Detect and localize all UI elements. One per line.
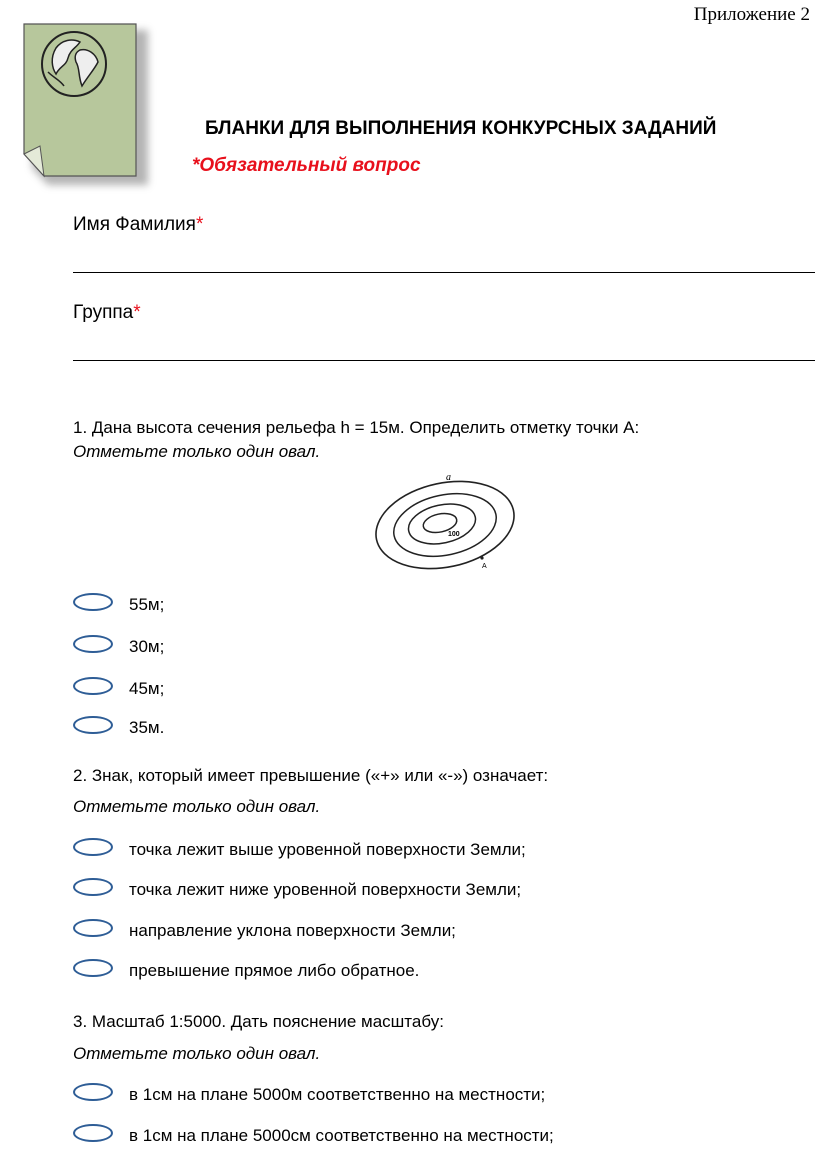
- contour-label-top: а: [446, 472, 451, 483]
- appendix-label: Приложение 2: [693, 4, 810, 25]
- option-label: 35м.: [129, 718, 165, 737]
- question-1-hint: Отметьте только один овал.: [73, 442, 321, 461]
- name-input-line[interactable]: [73, 272, 815, 273]
- required-note: *Обязательный вопрос: [192, 155, 421, 176]
- radio-oval-icon[interactable]: [73, 593, 113, 611]
- option-label: 45м;: [129, 679, 165, 698]
- radio-oval-icon[interactable]: [73, 677, 113, 695]
- question-3-text: 3. Масштаб 1:5000. Дать пояснение масштабу:: [73, 1012, 444, 1031]
- option-label: 30м;: [129, 637, 165, 656]
- q2-option[interactable]: [73, 958, 419, 984]
- radio-oval-icon[interactable]: [73, 838, 113, 856]
- option-label: в 1см на плане 5000м соответственно на местности;: [129, 1085, 546, 1104]
- q3-option[interactable]: [73, 1123, 554, 1149]
- page-title: БЛАНКИ ДЛЯ ВЫПОЛНЕНИЯ КОНКУРСНЫХ ЗАДАНИЙ: [205, 118, 717, 139]
- field-label-name: [73, 214, 203, 236]
- q1-option[interactable]: [73, 715, 164, 741]
- radio-oval-icon[interactable]: [73, 716, 113, 734]
- question-2-hint: Отметьте только один овал.: [73, 797, 321, 816]
- option-label: точка лежит выше уровенной поверхности Земли;: [129, 840, 526, 859]
- q1-option[interactable]: [73, 634, 164, 660]
- radio-oval-icon[interactable]: [73, 635, 113, 653]
- option-label: в 1см на плане 5000см соответственно на местности;: [129, 1126, 554, 1145]
- contour-label-center: 100: [448, 531, 460, 538]
- q2-option[interactable]: [73, 918, 456, 944]
- q3-option[interactable]: [73, 1082, 545, 1108]
- required-star: *: [133, 302, 141, 323]
- question-3-hint: Отметьте только один овал.: [73, 1044, 321, 1063]
- radio-oval-icon[interactable]: [73, 1083, 113, 1101]
- radio-oval-icon[interactable]: [73, 959, 113, 977]
- field-label-group-text: Группа: [73, 302, 134, 323]
- option-label: направление уклона поверхности Земли;: [129, 921, 456, 940]
- radio-oval-icon[interactable]: [73, 1124, 113, 1142]
- question-2-text: 2. Знак, который имеет превышение («+» или «-») означает:: [73, 766, 549, 785]
- field-label-name-text: Имя Фамилия: [73, 214, 196, 235]
- option-label: 55м;: [129, 595, 165, 614]
- required-star: *: [195, 214, 204, 235]
- question-1-text: 1. Дана высота сечения рельефа h = 15м. Определить отметку точки А:: [73, 418, 640, 437]
- radio-oval-icon[interactable]: [73, 919, 113, 937]
- q2-option[interactable]: [73, 837, 526, 863]
- contour-map-figure: [370, 470, 520, 575]
- q2-option[interactable]: [73, 877, 521, 903]
- q1-option[interactable]: [73, 676, 164, 702]
- group-input-line[interactable]: [73, 360, 815, 361]
- globe-document-icon: [18, 20, 168, 195]
- option-label: точка лежит ниже уровенной поверхности Земли;: [129, 880, 522, 899]
- field-label-group: [73, 302, 141, 324]
- radio-oval-icon[interactable]: [73, 878, 113, 896]
- option-label: превышение прямое либо обратное.: [129, 961, 420, 980]
- contour-label-point: А: [482, 563, 487, 570]
- q1-option[interactable]: [73, 592, 164, 618]
